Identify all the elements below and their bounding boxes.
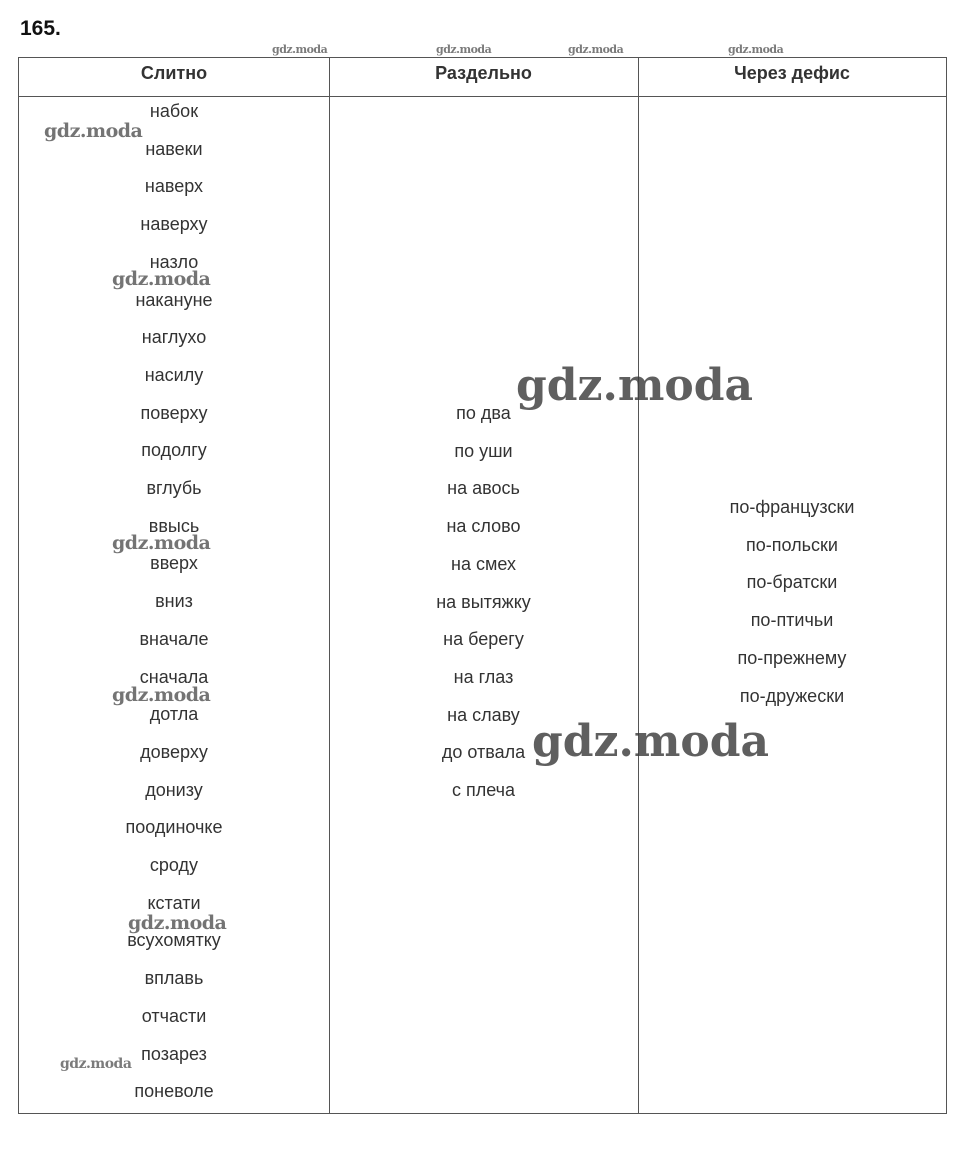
watermark: gdz.moda [44, 120, 143, 142]
word-item: по два [456, 403, 511, 423]
word-item: вверх [150, 553, 198, 574]
word-item: по-французски [729, 497, 855, 517]
word-item: по-польски [746, 534, 838, 555]
word-item: по-прежнему [737, 647, 847, 668]
word-item: назло [149, 251, 199, 272]
header-separately: Раздельно [435, 63, 532, 83]
watermark: gdz.moda [112, 684, 211, 706]
word-item: дотла [149, 704, 199, 725]
word-item: на слово [446, 516, 521, 537]
word-item: на берегу [443, 629, 524, 650]
word-item: сроду [149, 855, 199, 875]
table-header-row [19, 58, 946, 97]
word-item: по-птичьи [750, 610, 834, 631]
word-item: донизу [145, 779, 203, 800]
watermark: gdz.moda [532, 716, 770, 767]
word-item: отчасти [141, 1005, 207, 1026]
watermark: gdz.moda [728, 43, 784, 56]
task-number: 165. [20, 17, 61, 40]
words-table [18, 57, 947, 1114]
watermark: gdz.moda [272, 43, 328, 56]
word-item: набок [149, 101, 199, 121]
watermark: gdz.moda [112, 532, 211, 554]
column-separately [329, 97, 638, 1113]
word-item: с плеча [451, 780, 516, 800]
watermark: gdz.moda [112, 268, 211, 290]
watermark: gdz.moda [60, 1056, 132, 1072]
word-item: поодиночке [125, 817, 223, 838]
word-item: доверху [140, 741, 208, 762]
word-item: позарез [141, 1043, 207, 1064]
header-hyphen: Через дефис [734, 63, 850, 83]
word-item: подолгу [141, 440, 207, 461]
word-item: по-дружески [739, 685, 845, 706]
word-item: наверх [144, 176, 204, 197]
word-item: ввысь [148, 515, 200, 536]
word-item: вглубь [146, 478, 202, 498]
word-item: до отвала [441, 742, 526, 763]
watermark: gdz.moda [568, 43, 624, 56]
word-item: на глаз [453, 666, 514, 687]
word-item: кстати [147, 892, 201, 913]
watermark: gdz.moda [436, 43, 492, 56]
word-item: сначала [139, 666, 209, 687]
watermark: gdz.moda [516, 360, 754, 411]
word-item: поневоле [134, 1081, 214, 1102]
word-item: вниз [155, 591, 193, 612]
word-item: поверху [140, 402, 208, 423]
column-hyphen [638, 97, 946, 1113]
word-item: наглухо [141, 327, 207, 348]
word-item: по уши [454, 440, 513, 461]
word-item: вплавь [144, 968, 204, 989]
word-item: всухомятку [127, 930, 221, 951]
header-together: Слитно [140, 63, 208, 83]
watermark: gdz.moda [128, 912, 227, 934]
word-item: наверху [140, 214, 208, 235]
word-item: на славу [447, 704, 520, 725]
word-item: насилу [144, 364, 204, 385]
word-item: на авось [447, 478, 520, 499]
word-item: на смех [451, 553, 516, 574]
word-item: навеки [145, 138, 203, 159]
word-item: накануне [135, 289, 213, 310]
column-together [19, 97, 329, 1113]
word-item: на вытяжку [436, 591, 531, 612]
word-item: по-братски [746, 572, 838, 593]
word-item: вначале [139, 628, 209, 649]
